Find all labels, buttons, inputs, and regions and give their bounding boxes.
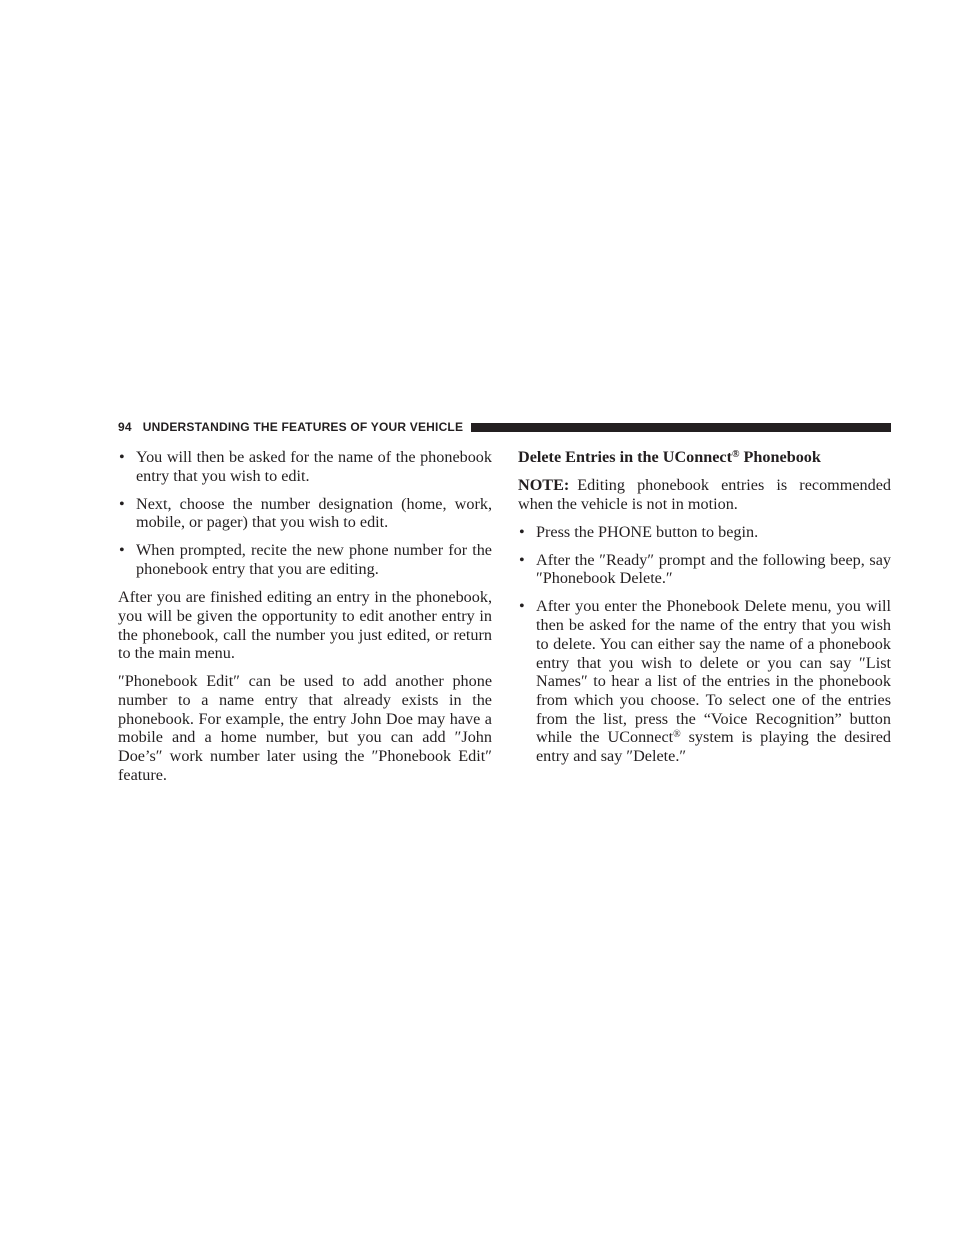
list-item-text: Next, choose the number designation (home, work, mobile, or pager) that you wish to edit. <box>136 494 492 532</box>
list-item <box>518 597 891 765</box>
bullet-icon: • <box>119 494 125 513</box>
header-rule <box>471 423 891 432</box>
left-column <box>118 448 492 794</box>
section-heading <box>518 448 891 467</box>
list-item-text: When prompted, recite the new phone number for the phonebook entry that you are editing. <box>136 541 492 579</box>
body-paragraph: ″Phonebook Edit″ can be used to add another phone number to a name entry that already exists in the phonebook. For example, the entry John Doe may have a mobile and a home number, but you can add ″John Doe’s″ work number later using the ″Phonebook Edit″ feature. <box>118 672 492 784</box>
heading-text: Delete Entries in the UConnect <box>518 448 732 466</box>
registered-mark: ® <box>732 449 740 460</box>
note-text: Editing phonebook entries is recommended when the vehicle is not in motion. <box>518 476 891 513</box>
section-title: UNDERSTANDING THE FEATURES OF YOUR VEHICLE <box>142 420 464 434</box>
right-column <box>518 448 891 775</box>
list-item-text: You will then be asked for the name of the phonebook entry that you wish to edit. <box>136 448 492 485</box>
delete-steps-list <box>518 523 891 766</box>
list-item-text: After the ″Ready″ prompt and the following beep, say ″Phonebook Delete.″ <box>536 550 891 588</box>
list-item <box>518 523 891 542</box>
edit-steps-list <box>118 448 492 579</box>
heading-text: Phonebook <box>739 448 821 466</box>
note-paragraph <box>518 476 891 513</box>
body-paragraph: After you are finished editing an entry in the phonebook, you will be given the opportunity to edit another entry in the phonebook, call the number you just edited, or return to the main menu. <box>118 588 492 663</box>
list-item-text: After you enter the Phonebook Delete menu, you will then be asked for the name of the entry that you wish to delete. You can either say the name of a phonebook entry that you wish to delete or you can say ″List Names″ to hear a list of the entries in the phonebook from which you choose. To select one of the entries from the list, press the “Voice Recognition” button while the UConnect <box>536 597 891 747</box>
bullet-icon: • <box>519 522 525 541</box>
page-header <box>118 419 891 435</box>
bullet-icon: • <box>519 597 525 616</box>
bullet-icon: • <box>519 550 525 569</box>
bullet-icon: • <box>119 448 125 466</box>
list-item <box>118 541 492 578</box>
list-item <box>518 551 891 588</box>
note-label: NOTE: <box>518 476 570 494</box>
registered-mark: ® <box>673 729 681 741</box>
page-number: 94 <box>118 420 132 434</box>
list-item-text: system is playing the desired entry and say ″Delete.″ <box>536 728 891 766</box>
list-item <box>118 495 492 532</box>
list-item <box>118 448 492 485</box>
bullet-icon: • <box>119 541 125 560</box>
list-item-text: Press the PHONE button to begin. <box>536 522 759 541</box>
